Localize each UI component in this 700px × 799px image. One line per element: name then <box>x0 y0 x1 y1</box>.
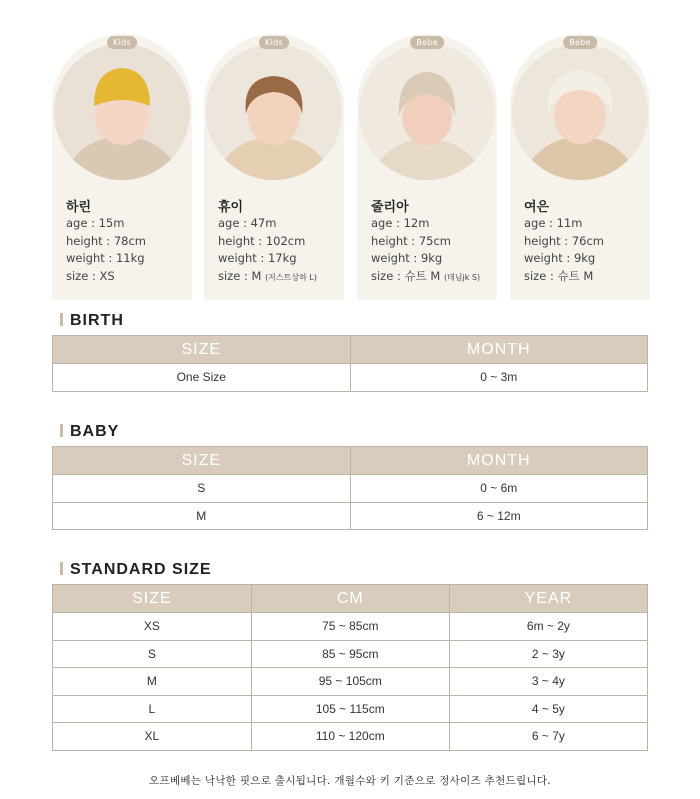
model-size-note: (저스트상하 L) <box>265 272 317 282</box>
table-row <box>53 640 648 668</box>
model-height: height : 78cm <box>66 233 147 248</box>
model-weight: weight : 9kg <box>524 251 596 265</box>
table-row <box>53 695 648 723</box>
model-size: size : 슈트 M <box>371 268 441 283</box>
table-cell: M <box>53 502 351 530</box>
category-tag: Kids <box>107 36 137 49</box>
model-age: age : 15m <box>66 216 125 230</box>
table-cell: XS <box>53 613 252 641</box>
section-title-text: BABY <box>70 423 120 440</box>
birth-size-table <box>52 335 648 392</box>
table-cell: S <box>53 640 252 668</box>
table-cell: 4 ~ 5y <box>449 695 647 723</box>
table-cell: 95 ~ 105cm <box>251 668 449 696</box>
table-cell: M <box>53 668 252 696</box>
section-title-baby <box>60 423 119 441</box>
table-cell: 2 ~ 3y <box>449 640 647 668</box>
table-cell: 75 ~ 85cm <box>251 613 449 641</box>
category-tag: Bebe <box>563 36 597 49</box>
standard-size-table <box>52 584 648 751</box>
table-cell: 6 ~ 12m <box>350 502 648 530</box>
table-cell: 85 ~ 95cm <box>251 640 449 668</box>
table-cell: L <box>53 695 252 723</box>
table-cell: 6 ~ 7y <box>449 723 647 751</box>
table-row <box>53 475 648 503</box>
section-title-standard <box>60 561 212 579</box>
model-name: 휴이 <box>218 200 244 215</box>
section-title-text: BIRTH <box>70 312 124 329</box>
model-age: age : 47m <box>218 216 277 230</box>
table-header: CM <box>251 585 449 613</box>
model-name: 줄리아 <box>371 200 409 215</box>
table-row <box>53 613 648 641</box>
model-size: size : XS <box>66 268 115 283</box>
model-size-note: (데님jk S) <box>443 272 481 282</box>
model-name: 여은 <box>524 200 550 215</box>
model-age: age : 12m <box>371 216 430 230</box>
section-title-birth <box>60 312 124 330</box>
model-photo <box>512 44 648 180</box>
section-marker <box>60 313 63 326</box>
model-age: age : 11m <box>524 216 583 230</box>
table-row <box>53 364 648 392</box>
table-cell: 105 ~ 115cm <box>251 695 449 723</box>
table-row <box>53 668 648 696</box>
table-cell: S <box>53 475 351 503</box>
model-size: size : 슈트 M <box>524 268 594 283</box>
table-cell: 110 ~ 120cm <box>251 723 449 751</box>
model-photo <box>206 44 342 180</box>
model-weight: weight : 11kg <box>66 251 145 265</box>
table-header: SIZE <box>53 447 351 475</box>
table-cell: 6m ~ 2y <box>449 613 647 641</box>
table-header: YEAR <box>449 585 647 613</box>
table-header: MONTH <box>350 336 648 364</box>
section-title-text: STANDARD SIZE <box>70 561 212 578</box>
table-cell: One Size <box>53 364 351 392</box>
table-row <box>53 502 648 530</box>
model-card <box>357 34 497 300</box>
table-header: MONTH <box>350 447 648 475</box>
model-height: height : 75cm <box>371 233 452 248</box>
table-cell: 3 ~ 4y <box>449 668 647 696</box>
model-card <box>204 34 344 300</box>
model-card <box>52 34 192 300</box>
model-size: size : M <box>218 268 262 283</box>
table-row <box>53 723 648 751</box>
table-cell: XL <box>53 723 252 751</box>
model-cards <box>52 34 650 300</box>
model-height: height : 76cm <box>524 233 605 248</box>
table-header: SIZE <box>53 336 351 364</box>
footer-note: 오프베베는 낙낙한 핏으로 출시됩니다. 개월수와 키 기준으로 정사이즈 추천드립니다. <box>149 775 551 787</box>
category-tag: Kids <box>259 36 289 49</box>
model-height: height : 102cm <box>218 233 306 248</box>
table-cell: 0 ~ 6m <box>350 475 648 503</box>
model-name: 하린 <box>66 200 92 215</box>
category-tag: Bebe <box>410 36 444 49</box>
section-marker <box>60 562 63 575</box>
table-header: SIZE <box>53 585 252 613</box>
model-photo <box>359 44 495 180</box>
baby-size-table <box>52 446 648 530</box>
model-weight: weight : 9kg <box>371 251 443 265</box>
model-card <box>510 34 650 300</box>
section-marker <box>60 424 63 437</box>
table-cell: 0 ~ 3m <box>350 364 648 392</box>
model-photo <box>54 44 190 180</box>
model-weight: weight : 17kg <box>218 251 297 265</box>
